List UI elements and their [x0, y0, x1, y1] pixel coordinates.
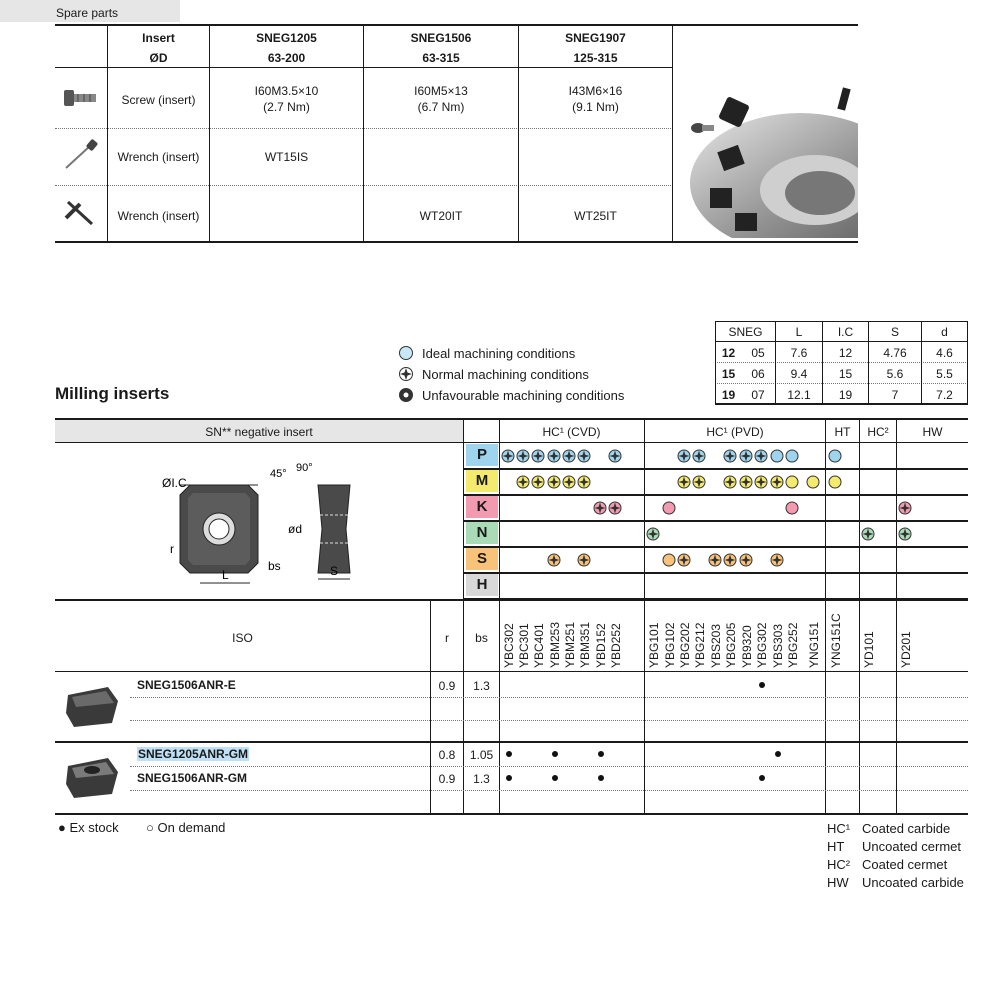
col-od: 63-200: [267, 51, 306, 65]
grade-ybc401: YBC401: [532, 623, 546, 668]
product-name: SNEG1506ANR-GM: [137, 771, 248, 785]
col-od: 63-315: [422, 51, 460, 65]
group-hw: HW: [922, 425, 943, 439]
grade-yng151: YNG151: [807, 621, 821, 668]
divider: [55, 185, 673, 186]
product-name: SNEG1506ANR-E: [137, 678, 236, 692]
normal-icon: [516, 449, 530, 463]
normal-icon: [547, 449, 561, 463]
material-m: M: [466, 470, 498, 492]
insert-e-image: [62, 683, 122, 729]
col-insert: SNEG1907: [565, 31, 626, 45]
ex-stock-dot: [598, 751, 604, 757]
dim-cell: 06: [751, 367, 765, 381]
wrench-spec: WT15IS: [264, 150, 309, 164]
wrench-spec: WT25IT: [574, 209, 617, 223]
divider: [55, 741, 968, 743]
normal-icon: [547, 475, 561, 489]
dim-cell: 07: [751, 388, 765, 402]
divider: [130, 766, 968, 767]
dim-header: d: [941, 325, 948, 339]
normal-icon: [723, 449, 737, 463]
legend-ideal: [398, 345, 575, 361]
t-wrench-icon: [62, 198, 102, 232]
normal-icon: [608, 449, 622, 463]
product-r: 0.8: [438, 748, 456, 762]
legend-ex-stock: [58, 820, 119, 835]
insert-drawing: [160, 455, 370, 585]
group-cvd: HC¹ (CVD): [542, 425, 601, 439]
normal-icon: [754, 449, 768, 463]
normal-icon: [739, 553, 753, 567]
normal-icon: [754, 475, 768, 489]
dim-header: I.C: [837, 325, 854, 339]
ex-stock-dot: [552, 775, 558, 781]
label-s: S: [330, 564, 339, 578]
normal-icon: [692, 475, 706, 489]
divider: [715, 341, 968, 342]
grade-ybg102: YBG102: [663, 622, 677, 668]
dim-cell: 9.4: [790, 367, 808, 381]
screw-icon: [60, 84, 100, 114]
dim-cell: 05: [751, 346, 765, 360]
code-abbrev: HC¹: [827, 821, 851, 836]
wrench-spec: WT20IT: [419, 209, 463, 223]
ideal-icon: [785, 449, 799, 463]
legend-unfavourable: [398, 387, 624, 403]
dim-cell: 19: [838, 388, 853, 402]
normal-icon: [562, 475, 576, 489]
code-desc: Uncoated cermet: [862, 839, 961, 854]
divider: [55, 813, 968, 815]
divider: [463, 546, 968, 548]
normal-icon: [861, 527, 875, 541]
grade-yd101: YD101: [862, 631, 876, 668]
dim-cell: 19: [721, 388, 736, 402]
ideal-icon: [785, 501, 799, 515]
divider: [130, 697, 968, 698]
normal-icon: [677, 475, 691, 489]
dim-cell: 7.6: [790, 346, 808, 360]
ideal-icon: [828, 475, 842, 489]
dim-cell: 4.76: [883, 346, 907, 360]
divider: [55, 241, 858, 243]
divider: [715, 403, 968, 405]
grade-ybc301: YBC301: [517, 623, 531, 668]
dim-cell: 4.6: [936, 346, 953, 360]
normal-icon: [770, 475, 784, 489]
ideal-icon: [806, 475, 820, 489]
normal-icon: [577, 449, 591, 463]
grade-ybm253: YBM253: [548, 621, 562, 668]
dim-cell: 5.5: [936, 367, 953, 381]
divider: [55, 24, 858, 26]
grade-ybg101: YBG101: [647, 622, 661, 668]
on-demand-text: On demand: [157, 820, 226, 835]
material-s: S: [466, 548, 498, 570]
product-bs: 1.05: [469, 748, 494, 762]
code-desc: Coated carbide: [862, 821, 951, 836]
divider: [463, 520, 968, 522]
divider: [130, 790, 968, 791]
grade-yb9320: YB9320: [740, 625, 754, 668]
label-angle1: 45°: [270, 468, 287, 480]
grade-ybm251: YBM251: [563, 621, 577, 668]
ideal-icon: [785, 475, 799, 489]
col-insert: SNEG1506: [410, 31, 472, 45]
product-r: 0.9: [438, 679, 456, 693]
ideal-icon: [770, 449, 784, 463]
grade-ybd152: YBD152: [594, 623, 608, 668]
milling-cutter-image: [680, 78, 858, 238]
divider: [715, 362, 968, 363]
grade-ybg212: YBG212: [693, 622, 707, 668]
legend-normal: [398, 366, 589, 382]
spare-parts-title: Spare parts: [0, 0, 180, 22]
divider: [55, 128, 673, 129]
label-l: L: [222, 568, 229, 582]
material-h: H: [466, 574, 498, 596]
code-desc: Uncoated carbide: [862, 875, 964, 890]
dim-header: S: [890, 325, 899, 339]
group-ht: HT: [834, 425, 851, 439]
header-iso: ISO: [232, 631, 253, 645]
divider: [672, 26, 673, 241]
dim-cell: 15: [721, 367, 736, 381]
divider: [55, 67, 107, 68]
unfavourable-icon: [398, 387, 414, 403]
code-desc: Coated cermet: [862, 857, 948, 872]
divider: [55, 671, 968, 672]
divider: [715, 383, 968, 384]
legend-unfavourable-text: Unfavourable machining conditions: [422, 387, 625, 403]
dim-header: L: [795, 325, 803, 339]
product-bs: 1.3: [473, 772, 490, 786]
normal-icon: [723, 475, 737, 489]
ex-stock-dot: [506, 751, 512, 757]
dim-cell: 15: [838, 367, 853, 381]
grade-ybs303: YBS303: [771, 623, 785, 668]
grade-ybm351: YBM351: [578, 621, 592, 668]
dim-cell: 5.6: [886, 367, 904, 381]
grade-ybg202: YBG202: [678, 622, 692, 668]
normal-icon: [646, 527, 660, 541]
header-insert: Insert: [142, 31, 175, 45]
grade-ybd252: YBD252: [609, 623, 623, 668]
dim-cell: 12: [721, 346, 736, 360]
row-label: Wrench (insert): [117, 209, 200, 223]
screw-spec: I60M5×13 (6.7 Nm): [414, 84, 468, 114]
legend-ideal-text: Ideal machining conditions: [422, 345, 576, 361]
normal-icon: [898, 501, 912, 515]
normal-icon: [577, 475, 591, 489]
divider: [644, 420, 645, 815]
insert-gm-image: [62, 754, 122, 800]
divider: [463, 572, 968, 574]
ex-stock-dot: [775, 751, 781, 757]
normal-icon: [723, 553, 737, 567]
divider: [55, 599, 968, 601]
ex-stock-dot: [759, 682, 765, 688]
grade-yng151c: YNG151C: [829, 613, 843, 668]
grade-ybc302: YBC302: [502, 623, 516, 668]
normal-icon: [708, 553, 722, 567]
label-ic: ØI.C: [162, 476, 187, 490]
section-title: Milling inserts: [55, 384, 170, 403]
label-r: r: [170, 542, 174, 556]
ex-stock-dot: [759, 775, 765, 781]
material-k: K: [466, 496, 498, 518]
divider: [463, 494, 968, 496]
legend-normal-text: Normal machining conditions: [422, 366, 589, 382]
label-angle2: 90°: [296, 462, 313, 474]
grade-ybg205: YBG205: [724, 622, 738, 668]
grade-ybs203: YBS203: [709, 623, 723, 668]
divider: [107, 67, 673, 68]
normal-icon: [608, 501, 622, 515]
normal-icon: [547, 553, 561, 567]
normal-icon: [577, 553, 591, 567]
divider: [825, 420, 826, 815]
dim-cell: 7.2: [936, 388, 953, 402]
filled-dot-icon: ●: [58, 820, 66, 835]
normal-icon: [692, 449, 706, 463]
grade-ybg302: YBG302: [755, 622, 769, 668]
ideal-icon: [662, 553, 676, 567]
normal-icon: [770, 553, 784, 567]
dim-cell: 12: [838, 346, 853, 360]
wrench-icon: [62, 138, 102, 172]
normal-icon: [531, 449, 545, 463]
ideal-icon: [398, 345, 414, 361]
normal-icon: [677, 553, 691, 567]
normal-icon: [677, 449, 691, 463]
screw-spec: I43M6×16 (9.1 Nm): [568, 84, 623, 114]
insert-type: SN** negative insert: [205, 425, 313, 439]
row-label: Wrench (insert): [117, 150, 200, 164]
normal-icon: [562, 449, 576, 463]
legend-on-demand: [146, 820, 225, 835]
normal-icon: [898, 527, 912, 541]
divider: [715, 321, 968, 322]
divider: [859, 420, 860, 815]
col-insert: SNEG1205: [256, 31, 317, 45]
normal-icon: [531, 475, 545, 489]
divider: [499, 420, 500, 815]
normal-icon: [593, 501, 607, 515]
grade-yd201: YD201: [899, 631, 913, 668]
divider: [130, 720, 968, 721]
grade-ybg252: YBG252: [786, 622, 800, 668]
code-abbrev: HW: [827, 875, 849, 890]
normal-icon: [739, 475, 753, 489]
ideal-icon: [828, 449, 842, 463]
dim-cell: 12.1: [787, 388, 811, 402]
header-bs: bs: [475, 631, 488, 645]
header-r: r: [445, 631, 449, 645]
open-dot-icon: ○: [146, 820, 154, 835]
ex-stock-dot: [598, 775, 604, 781]
label-bs: bs: [268, 559, 281, 573]
normal-icon: [739, 449, 753, 463]
normal-icon: [516, 475, 530, 489]
divider: [896, 420, 897, 815]
screw-spec: I60M3.5×10 (2.7 Nm): [254, 84, 319, 114]
group-pvd: HC¹ (PVD): [706, 425, 764, 439]
group-hc2: HC²: [867, 425, 889, 439]
product-bs: 1.3: [473, 679, 490, 693]
material-p: P: [466, 444, 498, 466]
col-od: 125-315: [573, 51, 618, 65]
normal-icon: [501, 449, 515, 463]
product-name-selected[interactable]: SNEG1205ANR-GM: [138, 747, 249, 761]
divider: [967, 321, 968, 404]
code-abbrev: HC²: [827, 857, 851, 872]
ideal-icon: [662, 501, 676, 515]
ex-stock-dot: [552, 751, 558, 757]
product-r: 0.9: [438, 772, 456, 786]
material-n: N: [466, 522, 498, 544]
dim-header: SNEG: [728, 325, 763, 339]
ex-stock-text: Ex stock: [69, 820, 119, 835]
divider: [463, 468, 968, 470]
row-label: Screw (insert): [121, 93, 196, 107]
header-od: ØD: [149, 51, 168, 65]
divider: [55, 442, 968, 443]
code-abbrev: HT: [827, 839, 845, 854]
dim-cell: 7: [891, 388, 899, 402]
normal-icon: [398, 366, 414, 382]
label-d: ød: [288, 522, 303, 536]
ex-stock-dot: [506, 775, 512, 781]
